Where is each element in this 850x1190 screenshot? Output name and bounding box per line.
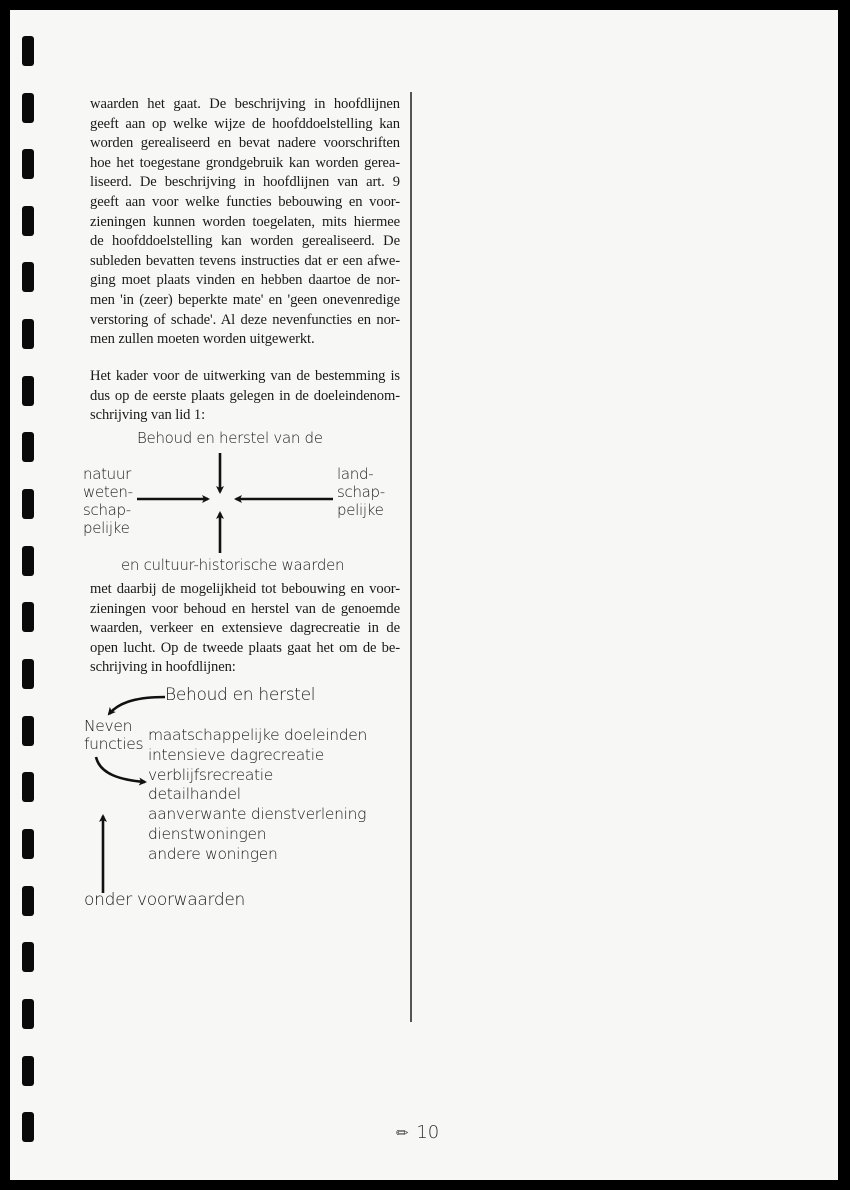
text-line: worden gerealiseerd en bevat nadere voorschriften	[90, 135, 400, 152]
diagram1-left-line: weten-	[83, 483, 133, 501]
diagram2-bottom-label: onder voorwaarden	[84, 890, 246, 910]
text-line: men zullen moeten worden uitgewerkt.	[90, 331, 315, 348]
text-line: zieningen voor behoud en herstel van de genoemde	[90, 600, 400, 617]
diagram1-left-line: pelijke	[83, 519, 130, 537]
diagram1-right-line: land-	[337, 465, 374, 483]
diagram2-item: intensieve dagrecreatie	[148, 745, 324, 764]
text-line: liseerd. De beschrijving in hoofdlijnen van art. 9	[90, 174, 400, 191]
text-line: Het kader voor de uitwerking van de bestemming is	[90, 368, 400, 384]
diagram2-item: dienstwoningen	[148, 824, 267, 843]
text-line: ging moet plaats vinden en hebben daartoe de nor-	[90, 272, 400, 289]
diagram1-left-line: natuur	[83, 465, 131, 483]
text-line: verstoring of schade'. Al deze nevenfuncties en nor-	[90, 311, 400, 328]
diagram1-right-line: schap-	[337, 483, 385, 501]
text-line: geeft aan voor welke functies bebouwing en voor-	[90, 193, 400, 210]
text-line: geeft aan op welke wijze de hoofddoelstelling kan	[90, 115, 400, 132]
diagram1-right-line: pelijke	[337, 501, 384, 519]
diagram2-item: maatschappelijke doeleinden	[148, 726, 368, 744]
text-line: waarden het gaat. De beschrijving in hoofdlijnen	[90, 96, 400, 112]
text-line: waarden, verkeer en extensieve dagrecreatie in de	[90, 620, 400, 637]
text-line: schrijving in hoofdlijnen:	[90, 659, 236, 676]
curved-arrow-right-icon	[96, 757, 145, 782]
text-line: dus op de eerste plaats gelegen in de doeleindenom-	[90, 387, 400, 404]
diagram2-top-label: Behoud en herstel	[165, 685, 316, 705]
diagram1-left-line: schap-	[83, 501, 131, 519]
curved-arrow-left-icon	[109, 697, 165, 714]
diagram2-item: verblijfsrecreatie	[148, 765, 274, 784]
text-line: de hoofddoelstelling kan worden gerealiseerd. De	[90, 233, 400, 250]
diagram1-bottom-label: en cultuur-historische waarden	[121, 556, 345, 574]
diagram2-item: aanverwante dienstverlening	[148, 805, 367, 824]
text-line: subleden bevatten tevens instructies dat er een afwe-	[90, 252, 400, 269]
page-number	[396, 1122, 439, 1143]
text-line: hoe het toegestane grondgebruik kan worden gerea-	[90, 154, 400, 171]
diagram2-center-line: functies	[84, 735, 144, 753]
diagram2-item: andere woningen	[148, 844, 278, 863]
page-number-value: 10	[416, 1122, 440, 1143]
text-line: men 'in (zeer) beperkte mate' en 'geen onevenredige	[90, 291, 400, 308]
text-line: schrijving van lid 1:	[90, 407, 206, 424]
text-line: met daarbij de mogelijkheid tot bebouwing en voor-	[90, 581, 400, 597]
text-line: zieningen kunnen worden toegelaten, mits hiermee	[90, 213, 400, 230]
diagram2-center-line: Neven	[84, 717, 133, 735]
pencil-icon: ✏	[396, 1124, 409, 1142]
diagram1-top-label: Behoud en herstel van de	[137, 429, 323, 447]
diagram2-item: detailhandel	[148, 785, 241, 804]
text-line: open lucht. Op de tweede plaats gaat het om de be-	[90, 639, 400, 656]
